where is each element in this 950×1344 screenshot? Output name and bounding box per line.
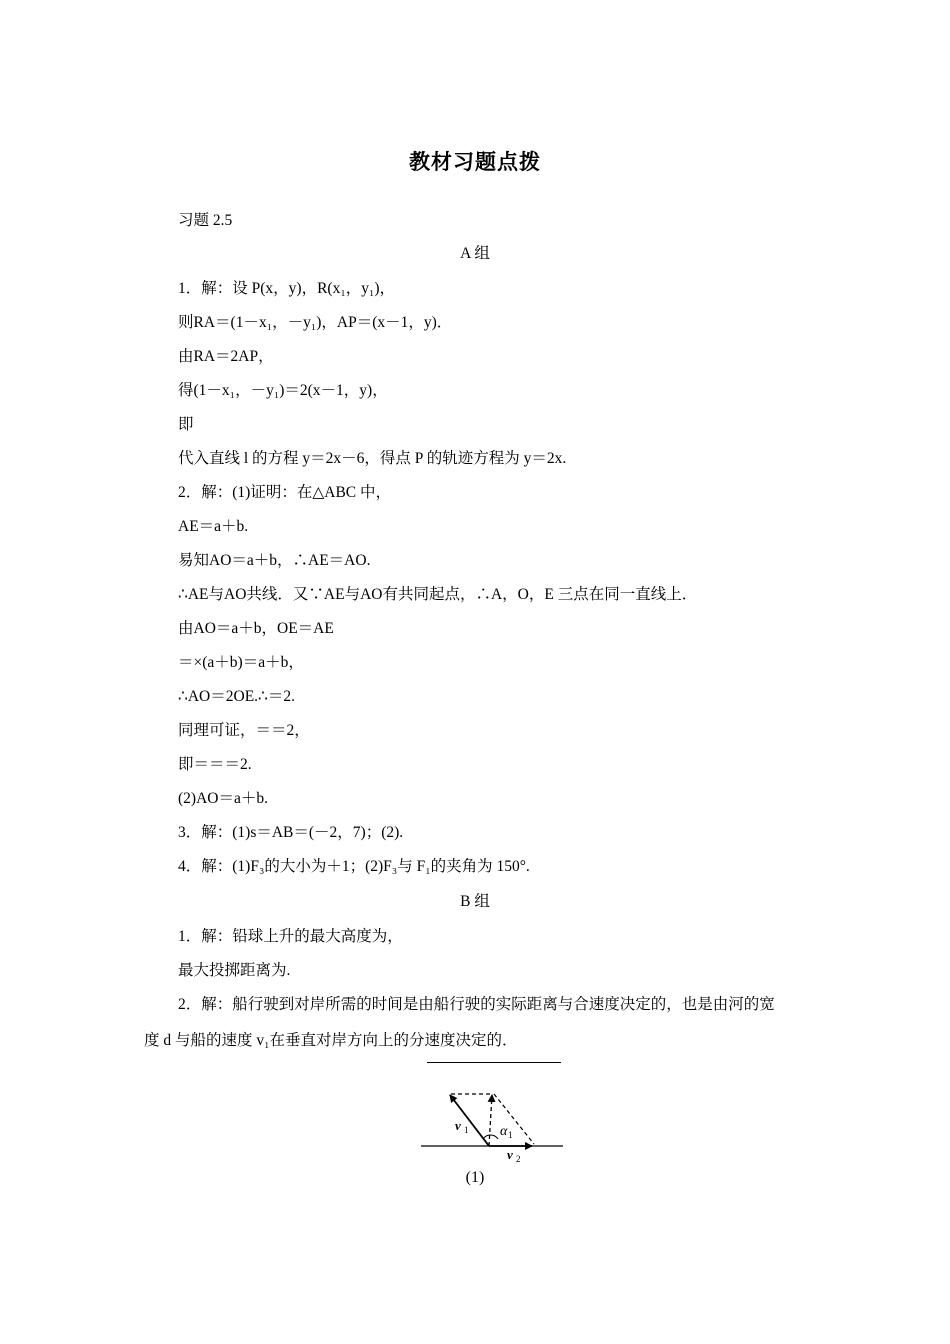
group-b-heading: B 组 bbox=[460, 893, 490, 910]
text-line: 由RA＝2AP， bbox=[178, 348, 274, 365]
velocity-diagram bbox=[415, 1085, 575, 1165]
text-line: 则RA＝(1－x₁，－y₁)，AP＝(x－1，y)． bbox=[178, 314, 453, 331]
divider bbox=[427, 1062, 561, 1063]
text-line: 同理可证，＝＝2， bbox=[178, 722, 310, 739]
text-line: 易知AO＝a＋b，∴AE＝AO. bbox=[178, 552, 371, 569]
paragraph-line: 度 d 与船的速度 v₁在垂直对岸方向上的分速度决定的． bbox=[144, 1032, 518, 1049]
text-line: 1．解：铅球上升的最大高度为， bbox=[178, 928, 403, 945]
v1-label: v bbox=[455, 1118, 461, 1133]
text-line: 2．解：(1)证明：在△ABC 中， bbox=[178, 484, 391, 501]
text-line: 即 bbox=[178, 416, 194, 433]
section-heading: 习题 2.5 bbox=[178, 212, 233, 229]
group-a-heading: A 组 bbox=[460, 245, 490, 262]
v2-subscript: 2 bbox=[516, 1154, 521, 1164]
v2-label: v bbox=[507, 1147, 513, 1162]
text-line: 1．解：设 P(x，y)，R(x₁，y₁)， bbox=[178, 280, 396, 297]
alpha-subscript: 1 bbox=[508, 1130, 513, 1140]
paragraph-line: 2．解：船行驶到对岸所需的时间是由船行驶的实际距离与合速度决定的，也是由河的宽 bbox=[178, 996, 775, 1013]
text-line: 代入直线 l 的方程 y＝2x－6，得点 P 的轨迹方程为 y＝2x. bbox=[178, 450, 567, 467]
page-title: 教材习题点拨 bbox=[409, 150, 541, 174]
text-line: 由AO＝a＋b，OE＝AE bbox=[178, 620, 334, 637]
text-line: 最大投掷距离为. bbox=[178, 962, 291, 979]
v1-subscript: 1 bbox=[464, 1125, 469, 1135]
alpha-label: α bbox=[500, 1124, 508, 1139]
text-line: 即＝＝＝2. bbox=[178, 756, 252, 773]
text-line: ∴AE与AO共线．又∵AE与AO有共同起点，∴A，O，E 三点在同一直线上． bbox=[178, 586, 698, 603]
text-line: ∴AO＝2OE.∴＝2. bbox=[178, 688, 296, 705]
figure-caption: (1) bbox=[465, 1169, 485, 1186]
resultant-arrow bbox=[489, 1095, 492, 1146]
angle-arc bbox=[483, 1135, 498, 1139]
text-line: 4．解：(1)F₃的大小为＋1；(2)F₃与 F₁的夹角为 150°. bbox=[178, 858, 530, 875]
text-line: 3．解：(1)s＝AB＝(－2，7)；(2). bbox=[178, 824, 404, 841]
text-line: (2)AO＝a＋b. bbox=[178, 790, 268, 807]
text-line: ＝×(a＋b)＝a＋b， bbox=[178, 654, 304, 671]
text-line: AE＝a＋b. bbox=[178, 518, 249, 535]
text-line: 得(1－x₁，－y₁)＝2(x－1，y)， bbox=[178, 382, 388, 399]
